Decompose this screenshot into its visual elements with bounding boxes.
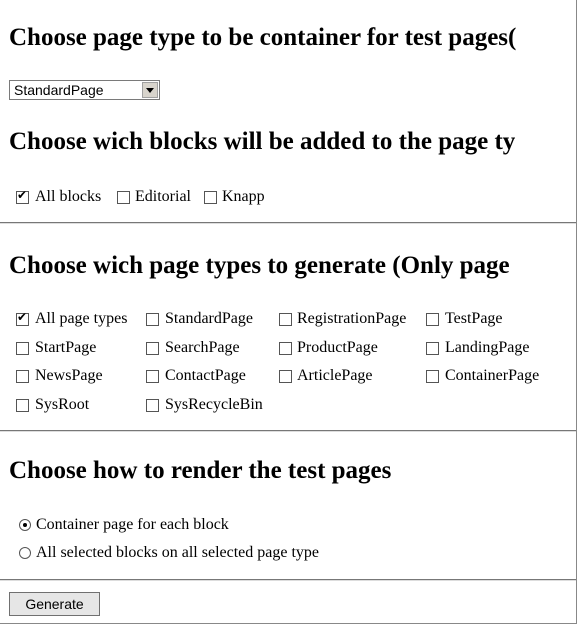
- label-all-blocks-all-page-types: All selected blocks on all selected page type: [36, 544, 320, 561]
- divider: [0, 222, 577, 224]
- checkbox-editorial[interactable]: [117, 191, 130, 204]
- radio-container-page-each-block[interactable]: [19, 519, 31, 531]
- chevron-down-icon[interactable]: [142, 82, 158, 98]
- label-registrationpage: RegistrationPage: [297, 310, 407, 327]
- select-value: StandardPage: [14, 82, 104, 98]
- label-searchpage: SearchPage: [165, 339, 240, 356]
- checkbox-standardpage[interactable]: [146, 313, 159, 326]
- generate-button[interactable]: Generate: [9, 592, 100, 616]
- label-landingpage: LandingPage: [445, 339, 530, 356]
- checkbox-searchpage[interactable]: [146, 342, 159, 355]
- label-containerpage: ContainerPage: [445, 367, 540, 384]
- label-articlepage: ArticlePage: [297, 367, 373, 384]
- label-container-page-each-block: Container page for each block: [36, 516, 229, 533]
- heading-container-page-type: Choose page type to be container for test pages(: [9, 24, 517, 51]
- label-contactpage: ContactPage: [165, 367, 246, 384]
- checkbox-knapp[interactable]: [204, 191, 217, 204]
- divider: [0, 430, 577, 432]
- checkbox-sysroot[interactable]: [16, 399, 29, 412]
- label-startpage: StartPage: [35, 339, 97, 356]
- checkbox-testpage[interactable]: [426, 313, 439, 326]
- label-sysrecyclebin: SysRecycleBin: [165, 396, 263, 413]
- label-all-page-types: All page types: [35, 310, 128, 327]
- checkbox-registrationpage[interactable]: [279, 313, 292, 326]
- checkbox-articlepage[interactable]: [279, 370, 292, 383]
- heading-page-types: Choose wich page types to generate (Only page: [9, 252, 510, 279]
- checkbox-newspage[interactable]: [16, 370, 29, 383]
- checkbox-sysrecyclebin[interactable]: [146, 399, 159, 412]
- checkbox-landingpage[interactable]: [426, 342, 439, 355]
- label-sysroot: SysRoot: [35, 396, 90, 413]
- heading-render-mode: Choose how to render the test pages: [9, 457, 392, 484]
- label-productpage: ProductPage: [297, 339, 378, 356]
- radio-all-blocks-all-page-types[interactable]: [19, 547, 31, 559]
- checkbox-contactpage[interactable]: [146, 370, 159, 383]
- heading-blocks: Choose wich blocks will be added to the page ty: [9, 128, 516, 155]
- label-standardpage: StandardPage: [165, 310, 253, 327]
- divider: [0, 579, 577, 581]
- label-all-blocks: All blocks: [35, 188, 102, 205]
- label-editorial: Editorial: [135, 188, 191, 205]
- container-page-type-select[interactable]: [9, 80, 160, 100]
- checkbox-all-page-types[interactable]: [16, 313, 29, 326]
- checkbox-startpage[interactable]: [16, 342, 29, 355]
- checkbox-all-blocks[interactable]: [16, 191, 29, 204]
- label-testpage: TestPage: [445, 310, 503, 327]
- label-knapp: Knapp: [222, 188, 265, 205]
- checkbox-productpage[interactable]: [279, 342, 292, 355]
- checkbox-containerpage[interactable]: [426, 370, 439, 383]
- label-newspage: NewsPage: [35, 367, 103, 384]
